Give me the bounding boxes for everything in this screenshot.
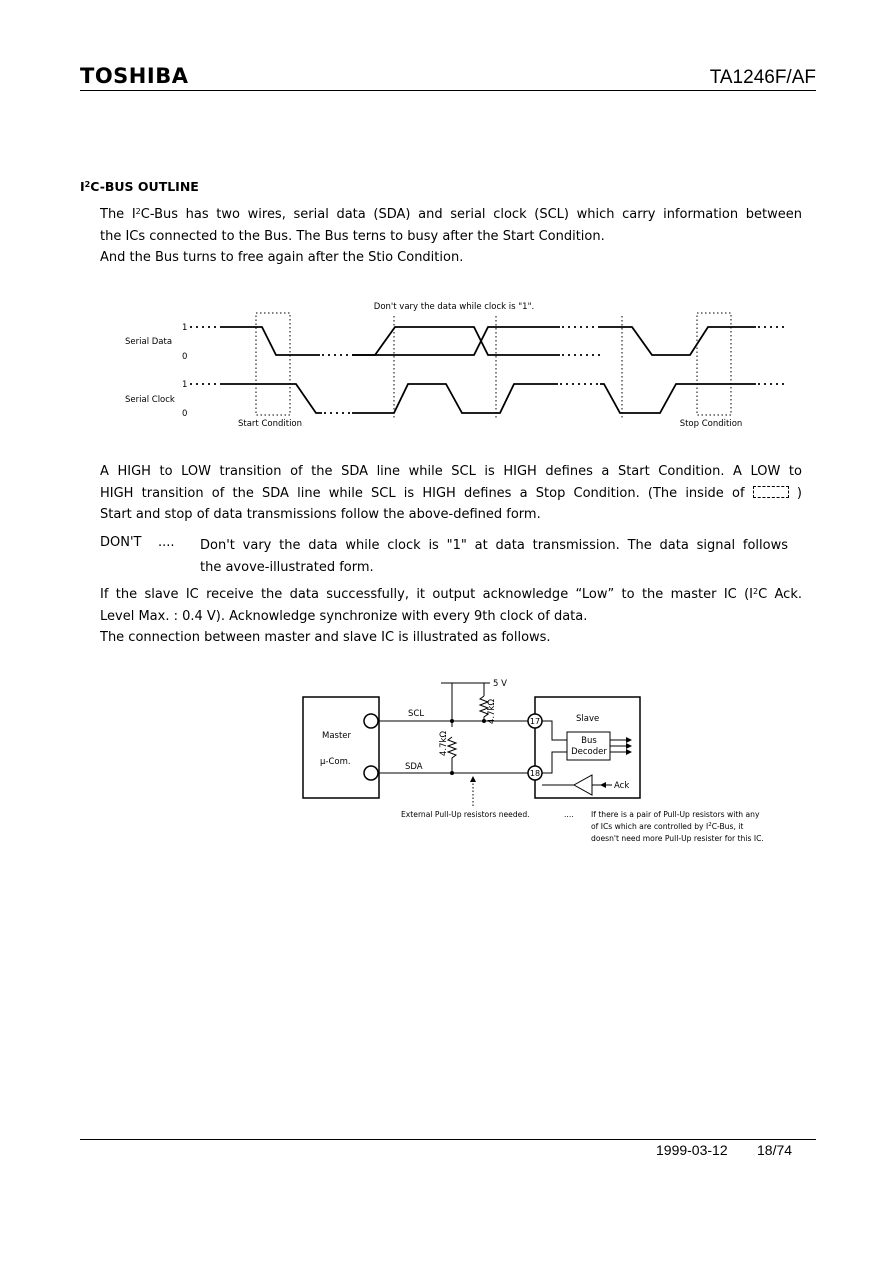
stop-condition-label: Stop Condition: [679, 419, 743, 429]
scl-label: SCL: [408, 709, 425, 719]
note-right-line-2: [591, 822, 743, 831]
section-title-rest: C-BUS OUTLINE: [90, 179, 199, 194]
pin-17-label: 17: [529, 717, 541, 726]
ack-line-3: The connection between master and slave IC is illustrated as follows.: [100, 630, 551, 645]
note-dots: ....: [564, 810, 574, 819]
decoder-label: Decoder: [571, 747, 607, 757]
transition-line-1: A HIGH to LOW transition of the SDA line while SCL is HIGH defines a Start Condition. A LOW to: [100, 464, 802, 479]
brand-logo: TOSHIBA: [80, 64, 189, 88]
note-right-line-2a: of ICs which are controlled by I: [591, 822, 709, 831]
master-sda-pin: [364, 766, 378, 780]
ack-line-1a: If the slave IC receive the data successfully, it output acknowledge “Low” to the master IC (I: [100, 587, 753, 602]
serial-data-label: Serial Data: [125, 337, 173, 347]
section-title-prefix: I: [80, 179, 85, 194]
start-condition-label: Start Condition: [237, 419, 303, 429]
note-right-line-1: If there is a pair of Pull-Up resistors with any: [591, 810, 760, 819]
ack-label: Ack: [614, 781, 630, 791]
transition-line-2a: HIGH transition of the SDA line while SCL is HIGH defines a Stop Condition. (The inside of: [100, 485, 745, 501]
document-id: TA1246F/AF: [709, 67, 816, 88]
ack-buffer-icon: [574, 775, 592, 795]
master-block: [303, 697, 379, 798]
sda-label: SDA: [405, 762, 423, 772]
ack-line-2: Level Max. : 0.4 V). Acknowledge synchronize with every 9th clock of data.: [100, 608, 588, 624]
intro-line-1-sup: 2: [135, 207, 141, 216]
note-right-line-2-sup: 2: [708, 822, 712, 828]
master-scl-pin: [364, 714, 378, 728]
intro-line-2: the ICs connected to the Bus. The Bus terns to busy after the Start Condition.: [100, 228, 605, 244]
dont-line-2: the avove-illustrated form.: [200, 559, 374, 575]
dont-key: DON'T: [100, 535, 142, 550]
resistor-scl-label: 4.7kΩ: [487, 699, 497, 724]
section-title-sup: 2: [84, 180, 91, 189]
sda-low-label: 0: [182, 352, 188, 362]
pin-18-label: 18: [529, 769, 541, 778]
vcc-label: 5 V: [493, 679, 507, 689]
transition-line-2b: ): [796, 485, 802, 501]
scl-low-label: 0: [182, 409, 188, 419]
dont-line-1: Don't vary the data while clock is "1" at data transmission. The data signal follows: [200, 538, 788, 553]
note-external-pullup: External Pull-Up resistors needed.: [401, 810, 530, 819]
sda-high-label: 1: [182, 323, 188, 333]
serial-clock-label: Serial Clock: [125, 395, 175, 405]
intro-line-1a: The I: [100, 207, 136, 222]
footer-page-number: 18/74: [757, 1142, 793, 1158]
scl-high-label: 1: [182, 380, 188, 390]
ucom-label: μ-Com.: [320, 757, 351, 767]
ack-line-1-sup: 2: [753, 587, 759, 596]
resistor-sda-label: 4.7kΩ: [439, 731, 449, 756]
note-right-line-2b: C-Bus, it: [711, 822, 744, 831]
intro-line-1b: C-Bus has two wires, serial data (SDA) and serial clock (SCL) which carry information between: [140, 207, 802, 222]
intro-line-3: And the Bus turns to free again after the Stio Condition.: [100, 250, 464, 265]
footer-rule: [80, 1139, 816, 1140]
footer-date: 1999-03-12: [656, 1142, 728, 1158]
master-label: Master: [322, 731, 352, 741]
note-right-line-3: doesn't need more Pull-Up resister for this IC.: [591, 834, 764, 843]
bus-label: Bus: [581, 736, 597, 746]
timing-note: Don't vary the data while clock is "1".: [373, 302, 535, 312]
dont-dots: ....: [158, 535, 175, 550]
slave-label: Slave: [576, 714, 600, 724]
transition-line-3: Start and stop of data transmissions follow the above-defined form.: [100, 507, 541, 522]
ack-line-1b: C Ack.: [758, 587, 802, 602]
